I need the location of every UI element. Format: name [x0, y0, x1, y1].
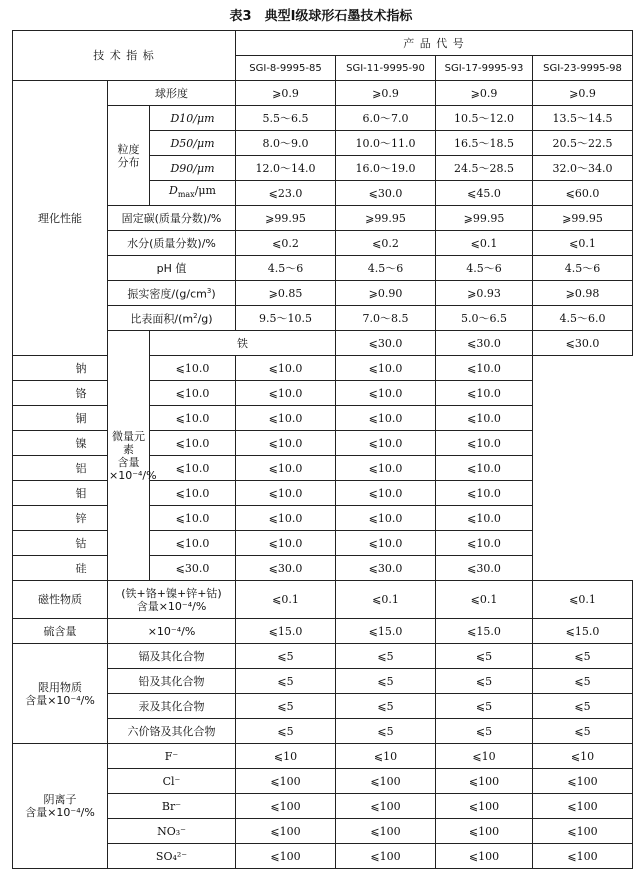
category-magnetic: 磁性物质	[13, 581, 108, 619]
value-cell: ⩽10.0	[236, 456, 336, 481]
header-code-1: SGⅠ-8-9995-85	[236, 56, 336, 81]
value-cell: ⩽30.0	[436, 556, 533, 581]
spec-table	[12, 30, 633, 869]
surface-area-post: /g)	[197, 312, 213, 326]
value-cell: ⩾0.9	[236, 81, 336, 106]
label-trace-element: 铬	[13, 381, 150, 406]
label-restricted: 铅及其化合物	[108, 669, 236, 694]
value-cell: ⩽30.0	[236, 556, 336, 581]
magnetic-label-line-1: (铁+铬+镍+锌+钴)	[121, 586, 222, 600]
value-cell: ⩽30.0	[336, 181, 436, 206]
value-cell: 12.0～14.0	[236, 156, 336, 181]
trace-category-line-1: 微量元素	[112, 429, 145, 456]
value-cell: ⩽15.0	[533, 619, 633, 644]
value-cell: 4.5～6.0	[533, 306, 633, 331]
value-cell: ⩽10.0	[336, 381, 436, 406]
value-cell: ⩽10.0	[236, 356, 336, 381]
value-cell: 4.5～6	[236, 256, 336, 281]
value-cell: ⩽10.0	[436, 531, 533, 556]
value-cell: ⩽10.0	[236, 531, 336, 556]
value-cell: ⩾99.95	[533, 206, 633, 231]
header-product-code: 产 品 代 号	[236, 31, 633, 56]
anions-category-line-2: 含量×10⁻⁴/%	[25, 806, 95, 819]
value-cell: 4.5～6	[336, 256, 436, 281]
value-cell: ⩽10.0	[436, 506, 533, 531]
label-trace-element: 锌	[13, 506, 150, 531]
value-cell: 32.0～34.0	[533, 156, 633, 181]
value-cell: ⩽5	[336, 719, 436, 744]
value-cell: 16.0～19.0	[336, 156, 436, 181]
label-sphericity: 球形度	[108, 81, 236, 106]
value-cell: ⩽5	[436, 644, 533, 669]
value-cell: ⩽10	[533, 744, 633, 769]
label-sulfur: ×10⁻⁴/%	[108, 619, 236, 644]
value-cell: 10.5～12.0	[436, 106, 533, 131]
value-cell: ⩽10.0	[436, 481, 533, 506]
value-cell: ⩽0.1	[533, 231, 633, 256]
value-cell: ⩽60.0	[533, 181, 633, 206]
value-cell: ⩽5	[236, 669, 336, 694]
label-restricted: 汞及其化合物	[108, 694, 236, 719]
anions-category-line-1: 阴离子	[43, 793, 77, 806]
value-cell: ⩽5	[533, 694, 633, 719]
value-cell: ⩽100	[533, 844, 633, 869]
dmax-d: D	[169, 184, 178, 198]
value-cell: ⩽45.0	[436, 181, 533, 206]
value-cell: ⩽10.0	[150, 356, 236, 381]
value-cell: ⩽100	[336, 794, 436, 819]
label-tap-density	[108, 281, 236, 306]
value-cell: ⩽5	[436, 669, 533, 694]
value-cell: ⩽100	[436, 844, 533, 869]
value-cell: 8.0～9.0	[236, 131, 336, 156]
label-restricted: 镉及其化合物	[108, 644, 236, 669]
value-cell: ⩽10.0	[150, 381, 236, 406]
value-cell: ⩾0.93	[436, 281, 533, 306]
value-cell: 16.5～18.5	[436, 131, 533, 156]
value-cell: ⩽100	[236, 794, 336, 819]
table-title: 表3 典型Ⅰ级球形石墨技术指标	[229, 9, 413, 24]
value-cell: ⩽10.0	[436, 381, 533, 406]
value-cell: ⩽100	[336, 844, 436, 869]
category-restricted	[13, 644, 108, 744]
value-cell: 4.5～6	[533, 256, 633, 281]
value-cell: ⩽23.0	[236, 181, 336, 206]
header-code-3: SGⅠ-17-9995-93	[436, 56, 533, 81]
value-cell: ⩽0.2	[336, 231, 436, 256]
value-cell: 10.0～11.0	[336, 131, 436, 156]
category-sulfur: 硫含量	[13, 619, 108, 644]
value-cell: ⩽100	[436, 794, 533, 819]
value-cell: 24.5～28.5	[436, 156, 533, 181]
value-cell: ⩽5	[236, 719, 336, 744]
value-cell: ⩽10	[336, 744, 436, 769]
label-trace-element: 钴	[13, 531, 150, 556]
value-cell: ⩽10.0	[336, 356, 436, 381]
value-cell: ⩽30.0	[336, 556, 436, 581]
value-cell: ⩽10.0	[150, 456, 236, 481]
value-cell: ⩽10.0	[236, 481, 336, 506]
value-cell: ⩽5	[336, 669, 436, 694]
tap-density-sup: 3	[206, 287, 212, 296]
value-cell: ⩽0.1	[436, 231, 533, 256]
label-trace-element: 镍	[13, 431, 150, 456]
value-cell: ⩽15.0	[236, 619, 336, 644]
value-cell: ⩽5	[236, 644, 336, 669]
label-trace-element: 铝	[13, 456, 150, 481]
value-cell: ⩽5	[436, 719, 533, 744]
surface-area-sup: 2	[193, 312, 198, 321]
value-cell: ⩽5	[436, 694, 533, 719]
value-cell: ⩽100	[533, 794, 633, 819]
value-cell: ⩾0.85	[236, 281, 336, 306]
value-cell: ⩽10.0	[150, 506, 236, 531]
value-cell: 7.0～8.5	[336, 306, 436, 331]
value-cell: ⩽10.0	[336, 431, 436, 456]
label-d90: D90/μm	[150, 156, 236, 181]
value-cell: 9.5～10.5	[236, 306, 336, 331]
value-cell: ⩽10.0	[236, 381, 336, 406]
value-cell: ⩽10.0	[236, 406, 336, 431]
category-anions	[13, 744, 108, 869]
tap-density-pre: 振实密度/(g/cm	[127, 287, 207, 301]
value-cell: ⩽100	[236, 769, 336, 794]
value-cell: ⩽30.0	[150, 556, 236, 581]
surface-area-pre: 比表面积/(m	[130, 312, 194, 326]
header-code-4: SGⅠ-23-9995-98	[533, 56, 633, 81]
value-cell: ⩽100	[436, 769, 533, 794]
tap-density-post: )	[211, 287, 216, 301]
value-cell: ⩽10.0	[336, 406, 436, 431]
restricted-category-line-1: 限用物质	[38, 680, 82, 694]
label-restricted: 六价铬及其化合物	[108, 719, 236, 744]
psd-label-line-2: 分布	[117, 155, 140, 169]
value-cell: ⩽10.0	[150, 481, 236, 506]
value-cell: ⩽0.1	[533, 581, 633, 619]
header-code-2: SGⅠ-11-9995-90	[336, 56, 436, 81]
value-cell: ⩽10	[236, 744, 336, 769]
value-cell: 6.0～7.0	[336, 106, 436, 131]
psd-label-line-1: 粒度	[117, 142, 140, 156]
trace-category-line-2: 含量×10⁻⁴/%	[109, 455, 157, 482]
value-cell: ⩽30.0	[533, 331, 633, 356]
value-cell: ⩽10.0	[150, 406, 236, 431]
value-cell: ⩽10.0	[436, 456, 533, 481]
value-cell: ⩽10.0	[150, 431, 236, 456]
value-cell: ⩾0.9	[336, 81, 436, 106]
category-physchem: 理化性能	[13, 81, 108, 356]
label-magnetic	[108, 581, 236, 619]
value-cell: ⩾99.95	[436, 206, 533, 231]
value-cell: ⩽100	[533, 769, 633, 794]
value-cell: ⩽10.0	[336, 456, 436, 481]
value-cell: ⩽15.0	[336, 619, 436, 644]
value-cell: ⩾99.95	[336, 206, 436, 231]
value-cell: ⩽10.0	[236, 431, 336, 456]
value-cell: ⩽5	[533, 719, 633, 744]
label-anion: SO₄²⁻	[108, 844, 236, 869]
value-cell: ⩽5	[336, 694, 436, 719]
value-cell: ⩽0.1	[236, 581, 336, 619]
value-cell: ⩾0.90	[336, 281, 436, 306]
label-d10: D10/μm	[150, 106, 236, 131]
value-cell: ⩽100	[336, 819, 436, 844]
value-cell: 13.5～14.5	[533, 106, 633, 131]
value-cell: ⩽5	[336, 644, 436, 669]
value-cell: ⩽0.1	[436, 581, 533, 619]
value-cell: ⩽10.0	[436, 406, 533, 431]
value-cell: ⩽100	[236, 819, 336, 844]
label-anion: NO₃⁻	[108, 819, 236, 844]
label-trace-element: 铁	[150, 331, 336, 356]
value-cell: ⩽10.0	[436, 356, 533, 381]
magnetic-label-line-2: 含量×10⁻⁴/%	[136, 599, 207, 613]
value-cell: ⩽10	[436, 744, 533, 769]
label-ph: pH 值	[108, 256, 236, 281]
value-cell: ⩾0.9	[533, 81, 633, 106]
label-particle-size-distribution	[108, 106, 150, 206]
label-anion: Br⁻	[108, 794, 236, 819]
dmax-unit: /μm	[194, 184, 216, 198]
dmax-sub: max	[177, 190, 195, 200]
value-cell: ⩽5	[236, 694, 336, 719]
label-trace-element: 硅	[13, 556, 150, 581]
value-cell: ⩽30.0	[436, 331, 533, 356]
value-cell: 5.0～6.5	[436, 306, 533, 331]
label-surface-area	[108, 306, 236, 331]
value-cell: ⩽15.0	[436, 619, 533, 644]
value-cell: ⩾0.98	[533, 281, 633, 306]
restricted-category-line-2: 含量×10⁻⁴/%	[25, 693, 95, 707]
value-cell: ⩾0.9	[436, 81, 533, 106]
value-cell: ⩽10.0	[436, 431, 533, 456]
value-cell: ⩽10.0	[150, 531, 236, 556]
value-cell: ⩽0.2	[236, 231, 336, 256]
value-cell: ⩽100	[336, 769, 436, 794]
value-cell: ⩽0.1	[336, 581, 436, 619]
value-cell: 5.5～6.5	[236, 106, 336, 131]
value-cell: ⩽30.0	[336, 331, 436, 356]
label-anion: Cl⁻	[108, 769, 236, 794]
value-cell: ⩽10.0	[336, 481, 436, 506]
value-cell: ⩽10.0	[336, 506, 436, 531]
label-d50: D50/μm	[150, 131, 236, 156]
value-cell: 4.5～6	[436, 256, 533, 281]
value-cell: ⩽10.0	[236, 506, 336, 531]
value-cell: 20.5～22.5	[533, 131, 633, 156]
value-cell: ⩽100	[533, 819, 633, 844]
label-trace-element: 钼	[13, 481, 150, 506]
label-dmax	[150, 181, 236, 206]
label-moisture: 水分(质量分数)/%	[108, 231, 236, 256]
label-anion: F⁻	[108, 744, 236, 769]
label-trace-element: 铜	[13, 406, 150, 431]
value-cell: ⩽5	[533, 644, 633, 669]
header-spec: 技 术 指 标	[13, 31, 236, 81]
label-fixed-carbon: 固定碳(质量分数)/%	[108, 206, 236, 231]
value-cell: ⩽100	[236, 844, 336, 869]
value-cell: ⩽5	[533, 669, 633, 694]
value-cell: ⩾99.95	[236, 206, 336, 231]
label-trace-element: 钠	[13, 356, 150, 381]
value-cell: ⩽100	[436, 819, 533, 844]
value-cell: ⩽10.0	[336, 531, 436, 556]
